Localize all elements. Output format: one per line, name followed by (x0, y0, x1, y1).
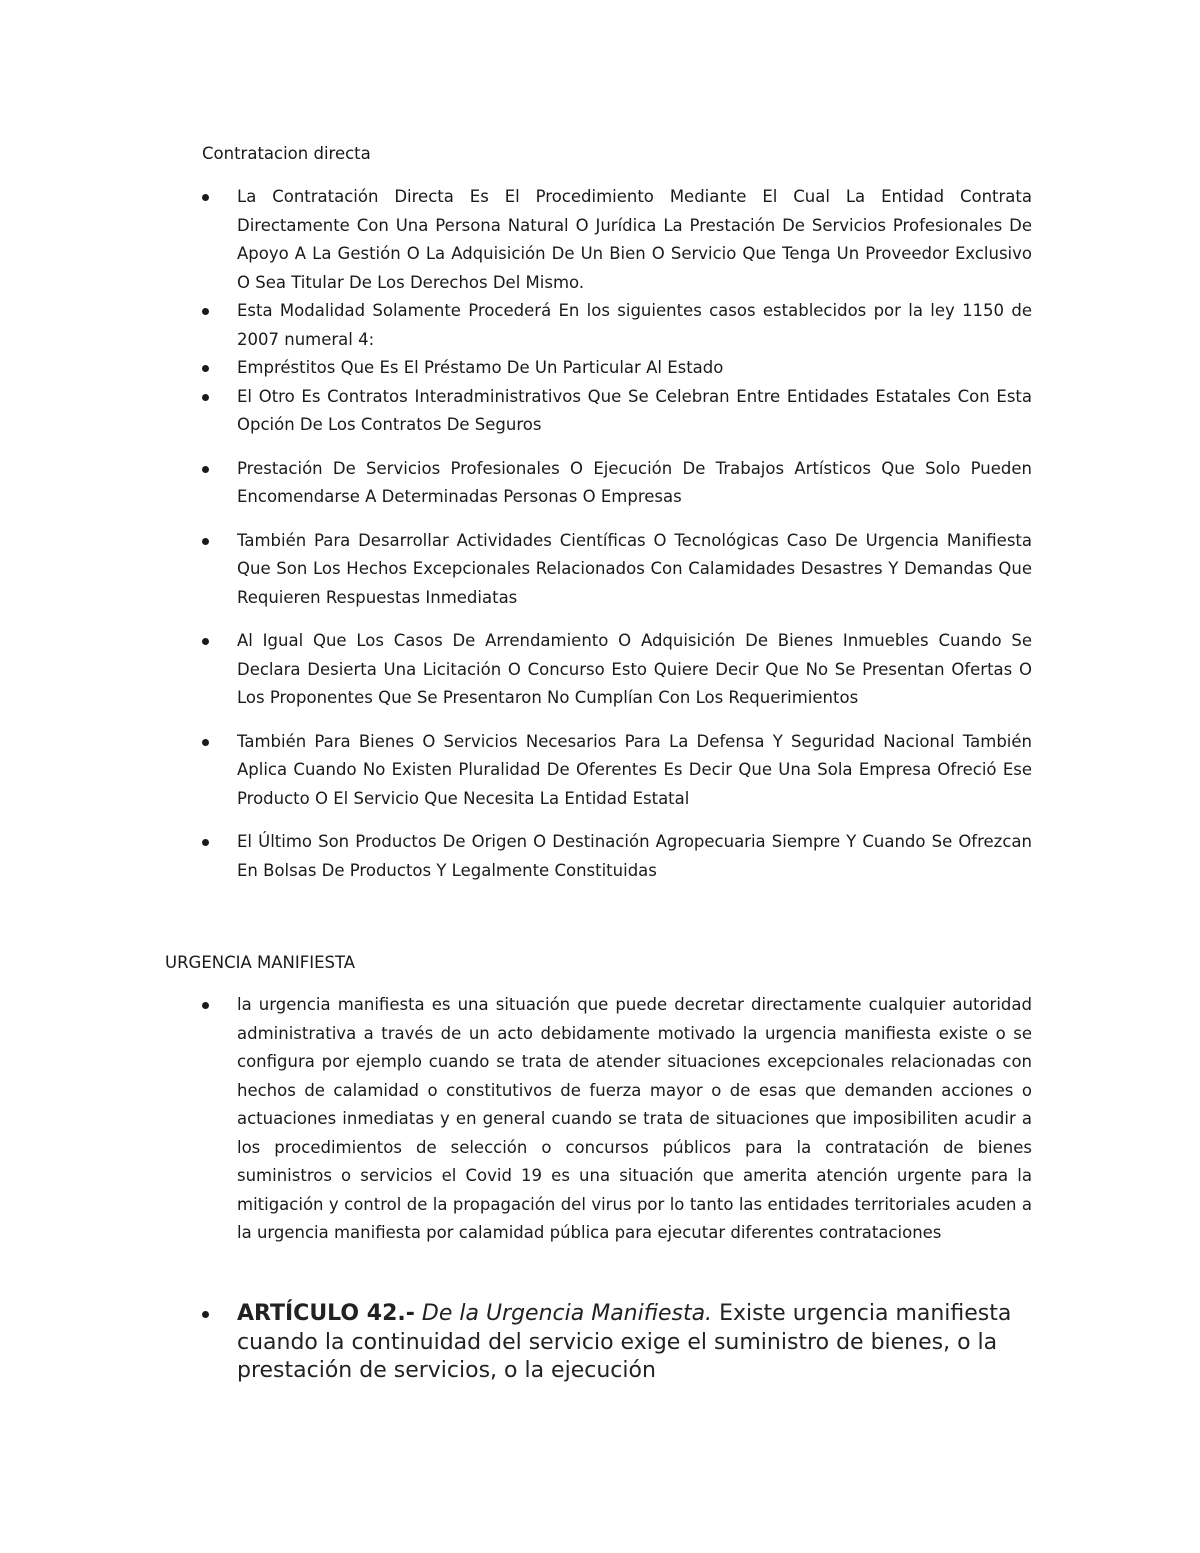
list-item (0, 183, 1032, 297)
bullet-icon (202, 466, 209, 473)
bullet-icon (202, 365, 209, 372)
list-item-text: La Contratación Directa Es El Procedimiento Mediante El Cual La Entidad Contrata Directamente Con Una Persona Natural O Jurídica La Prestación De Servicios Profesionales De Apoyo A La Gestión O La Adquisición De Un Bien O Servicio Que Tenga Un Proveedor Exclusivo O Sea Titular De Los Derechos Del Mismo. (237, 187, 1032, 292)
article-label: ARTÍCULO 42.- (237, 1301, 415, 1326)
list-item (0, 354, 1032, 383)
list-item (0, 728, 1032, 814)
article-item (0, 1300, 1037, 1386)
bullet-icon (202, 839, 209, 846)
list-item (0, 527, 1032, 613)
list-item (0, 383, 1032, 440)
bullet-icon (202, 394, 209, 401)
bullet-icon (202, 739, 209, 746)
list-item-text: También Para Bienes O Servicios Necesarios Para La Defensa Y Seguridad Nacional También Aplica Cuando No Existen Pluralidad De Oferentes Es Decir Que Una Sola Empresa Ofreció Ese Producto O El Servicio Que Necesita La Entidad Estatal (237, 731, 1032, 808)
bullet-icon (202, 1002, 209, 1009)
bullet-icon (202, 538, 209, 545)
section-heading-contratacion-directa: Contratacion directa (202, 144, 371, 163)
list-item-text: Empréstitos Que Es El Préstamo De Un Particular Al Estado (237, 358, 724, 377)
list-item-text: la urgencia manifiesta es una situación que puede decretar directamente cualquier autoridad administrativa a través de un acto debidamente motivado la urgencia manifiesta existe o se configura por ejemplo cuando se trata de atender situaciones excepcionales relacionadas con hechos de calamidad o constitutivos de fuerza mayor o de esas que demanden acciones o actuaciones inmediatas y en general cuando se trata de situaciones que imposibiliten acudir a los procedimientos de selección o concursos públicos para la contratación de bienes suministros o servicios el Covid 19 es una situación que amerita atención urgente para la mitigación y control de la propagación del virus por lo tanto las entidades territoriales acuden a la urgencia manifiesta por calamidad pública para ejecutar diferentes contrataciones (237, 995, 1032, 1242)
bullet-icon (202, 1311, 209, 1318)
bullet-icon (202, 194, 209, 201)
list-item (0, 297, 1032, 354)
article-42-list (0, 1300, 1037, 1386)
list-item-text: Al Igual Que Los Casos De Arrendamiento O Adquisición De Bienes Inmuebles Cuando Se Declara Desierta Una Licitación O Concurso Esto Quiere Decir Que No Se Presentan Ofertas O Los Proponentes Que Se Presentaron No Cumplían Con Los Requerimientos (237, 631, 1032, 707)
list-item-text: También Para Desarrollar Actividades Científicas O Tecnológicas Caso De Urgencia Manifiesta Que Son Los Hechos Excepcionales Relacionados Con Calamidades Desastres Y Demandas Que Requieren Respuestas Inmediatas (237, 530, 1032, 607)
list-item-text: Esta Modalidad Solamente Procederá En los siguientes casos establecidos por la ley 1150 de 2007 numeral 4: (237, 301, 1032, 349)
article-title: De la Urgencia Manifiesta. (421, 1301, 713, 1326)
article-text: Existe urgencia manifiesta cuando la continuidad del servicio exige el suministro de bienes, o la prestación de servicios, o la ejecución (237, 1301, 1012, 1383)
list-item-text: Prestación De Servicios Profesionales O Ejecución De Trabajos Artísticos Que Solo Pueden Encomendarse A Determinadas Personas O Empresas (237, 458, 1032, 506)
list-item-text: El Último Son Productos De Origen O Destinación Agropecuaria Siempre Y Cuando Se Ofrezcan En Bolsas De Productos Y Legalmente Constituidas (237, 832, 1032, 880)
list-item (0, 455, 1032, 512)
bullet-icon (202, 308, 209, 315)
list-item (0, 828, 1032, 885)
list-item (0, 991, 1032, 1248)
section-heading-urgencia-manifiesta: URGENCIA MANIFIESTA (165, 953, 356, 972)
list-item (0, 627, 1032, 713)
bullet-list-urgencia-manifiesta (0, 991, 1032, 1248)
bullet-icon (202, 638, 209, 645)
bullet-list-contratacion-directa (0, 183, 1032, 885)
list-item-text: El Otro Es Contratos Interadministrativos Que Se Celebran Entre Entidades Estatales Con Esta Opción De Los Contratos De Seguros (237, 386, 1032, 434)
